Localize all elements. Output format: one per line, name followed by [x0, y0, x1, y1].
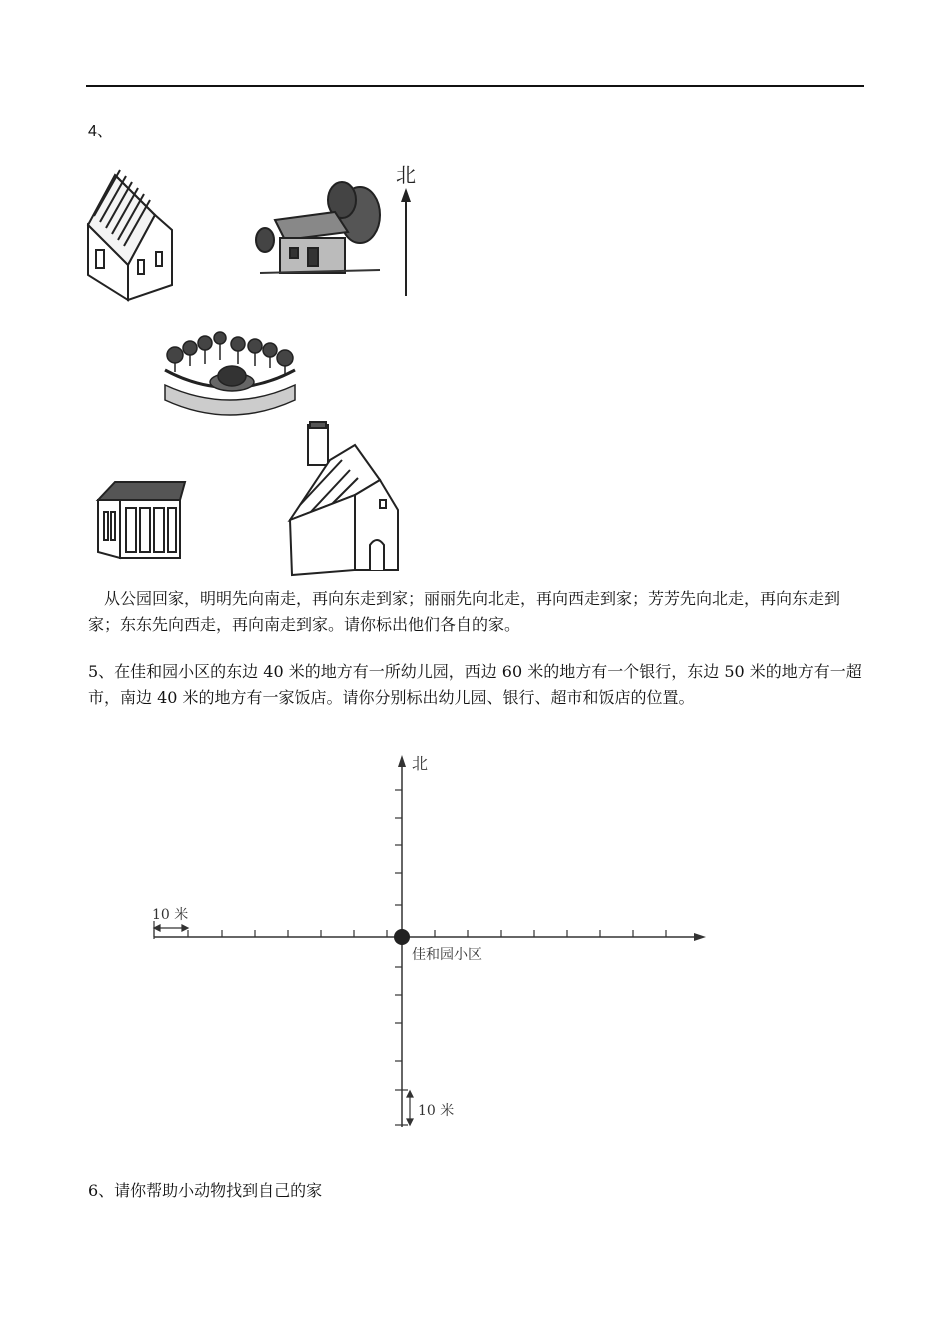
x-axis-ticks	[154, 930, 666, 937]
question-4-illustration	[80, 160, 420, 585]
house-top-left-icon	[88, 170, 172, 300]
y-scale-label: 10 米	[418, 1103, 455, 1119]
y-scale-indicator	[407, 1091, 413, 1125]
y-axis-arrow	[398, 755, 406, 767]
origin-point	[394, 929, 410, 945]
origin-label: 佳和园小区	[412, 947, 482, 963]
question-4-number: 4、	[88, 123, 113, 140]
north-label: 北	[396, 163, 416, 187]
question-5-text: 5、在佳和园小区的东边 40 米的地方有一所幼儿园，西边 60 米的地方有一个银行，东边 50 米的地方有一超市，南边 40 米的地方有一家饭店。请你分别标出幼儿园、银行、超市和饭店的位置。	[88, 662, 862, 707]
question-6-text: 6、请你帮助小动物找到自己的家	[88, 1181, 323, 1200]
north-label: 北	[412, 754, 429, 773]
house-with-chimney-icon	[290, 422, 398, 575]
x-scale-label: 10 米	[152, 907, 189, 923]
x-axis-arrow	[694, 933, 706, 941]
building-icon	[98, 482, 185, 558]
question-4-text: 从公园回家，明明先向南走，再向东走到家；丽丽先向北走，再向西走到家；芳芳先向北走，再向东走到家；东东先向西走，再向南走到家。请你标出他们各自的家。	[88, 589, 841, 634]
header-rule	[86, 85, 864, 87]
north-arrow	[396, 163, 416, 296]
question-5-diagram	[140, 745, 720, 1135]
park-icon	[165, 332, 295, 415]
house-with-trees-icon	[256, 182, 380, 273]
